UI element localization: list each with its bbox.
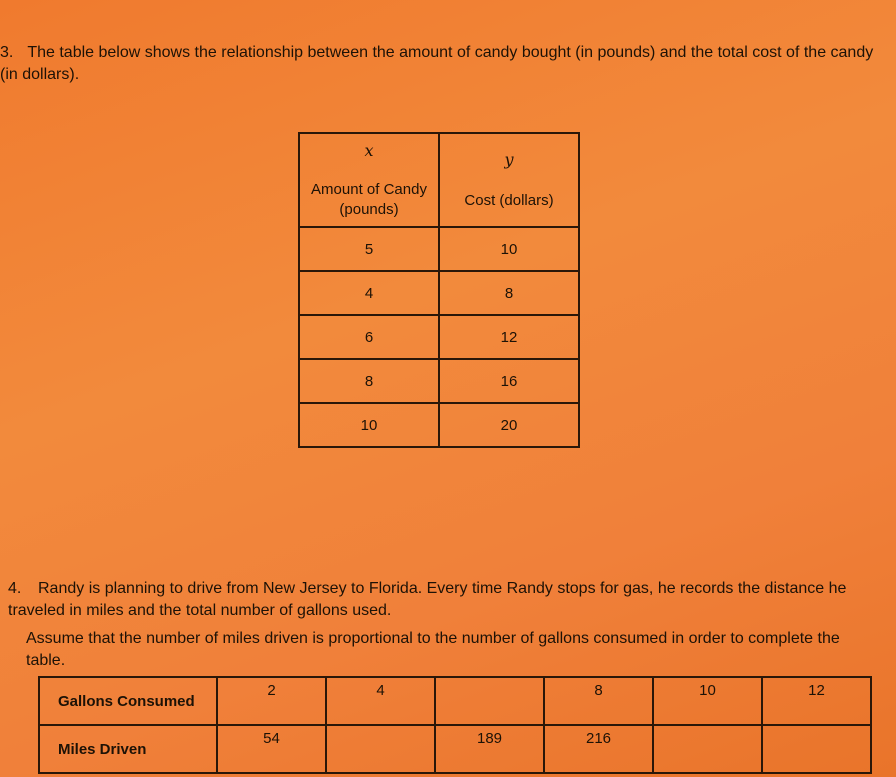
table-row (299, 315, 579, 359)
gallons-cell: 4 (326, 677, 435, 725)
table-row (299, 271, 579, 315)
table-row (299, 227, 579, 271)
y-cell: 12 (439, 315, 579, 359)
x-header-cell (299, 133, 439, 227)
table-row (299, 403, 579, 447)
y-cell: 20 (439, 403, 579, 447)
miles-cell: 216 (544, 725, 653, 773)
gallons-label: Gallons Consumed (39, 677, 217, 725)
gallons-cell: 8 (544, 677, 653, 725)
miles-label: Miles Driven (39, 725, 217, 773)
gallons-cell-blank[interactable] (435, 677, 544, 725)
question-4-number: 4. (8, 580, 22, 597)
y-variable: y (504, 149, 514, 169)
y-cell: 16 (439, 359, 579, 403)
candy-table-header (299, 133, 579, 227)
table-row (299, 359, 579, 403)
gallons-cell: 10 (653, 677, 762, 725)
x-cell: 4 (299, 271, 439, 315)
question-3-number: 3. (0, 44, 14, 61)
x-cell: 5 (299, 227, 439, 271)
y-header-cell (439, 133, 579, 227)
miles-cell-blank[interactable] (326, 725, 435, 773)
x-header-label: Amount of Candy (pounds) (311, 180, 427, 218)
miles-cell: 189 (435, 725, 544, 773)
gas-table (38, 676, 872, 774)
question-4-instruction: Assume that the number of miles driven is proportional to the number of gallons consumed in order to complete the table. (26, 630, 840, 669)
question-4-text: Randy is planning to drive from New Jersey to Florida. Every time Randy stops for gas, he records the distance he traveled in miles and the total number of gallons used. (8, 580, 847, 619)
x-cell: 8 (299, 359, 439, 403)
question-3-text: The table below shows the relationship between the amount of candy bought (in pounds) and the total cost of the candy (in dollars). (0, 44, 874, 83)
miles-cell: 54 (217, 725, 326, 773)
miles-cell-blank[interactable] (762, 725, 871, 773)
x-variable: x (364, 140, 374, 160)
gallons-cell: 2 (217, 677, 326, 725)
miles-row (39, 725, 871, 773)
x-cell: 6 (299, 315, 439, 359)
y-header-label: Cost (dollars) (464, 191, 554, 209)
y-cell: 8 (439, 271, 579, 315)
question-4 (8, 578, 878, 622)
question-3 (0, 42, 880, 86)
gallons-row (39, 677, 871, 725)
gallons-cell: 12 (762, 677, 871, 725)
miles-cell-blank[interactable] (653, 725, 762, 773)
candy-table (298, 132, 580, 448)
x-cell: 10 (299, 403, 439, 447)
y-cell: 10 (439, 227, 579, 271)
